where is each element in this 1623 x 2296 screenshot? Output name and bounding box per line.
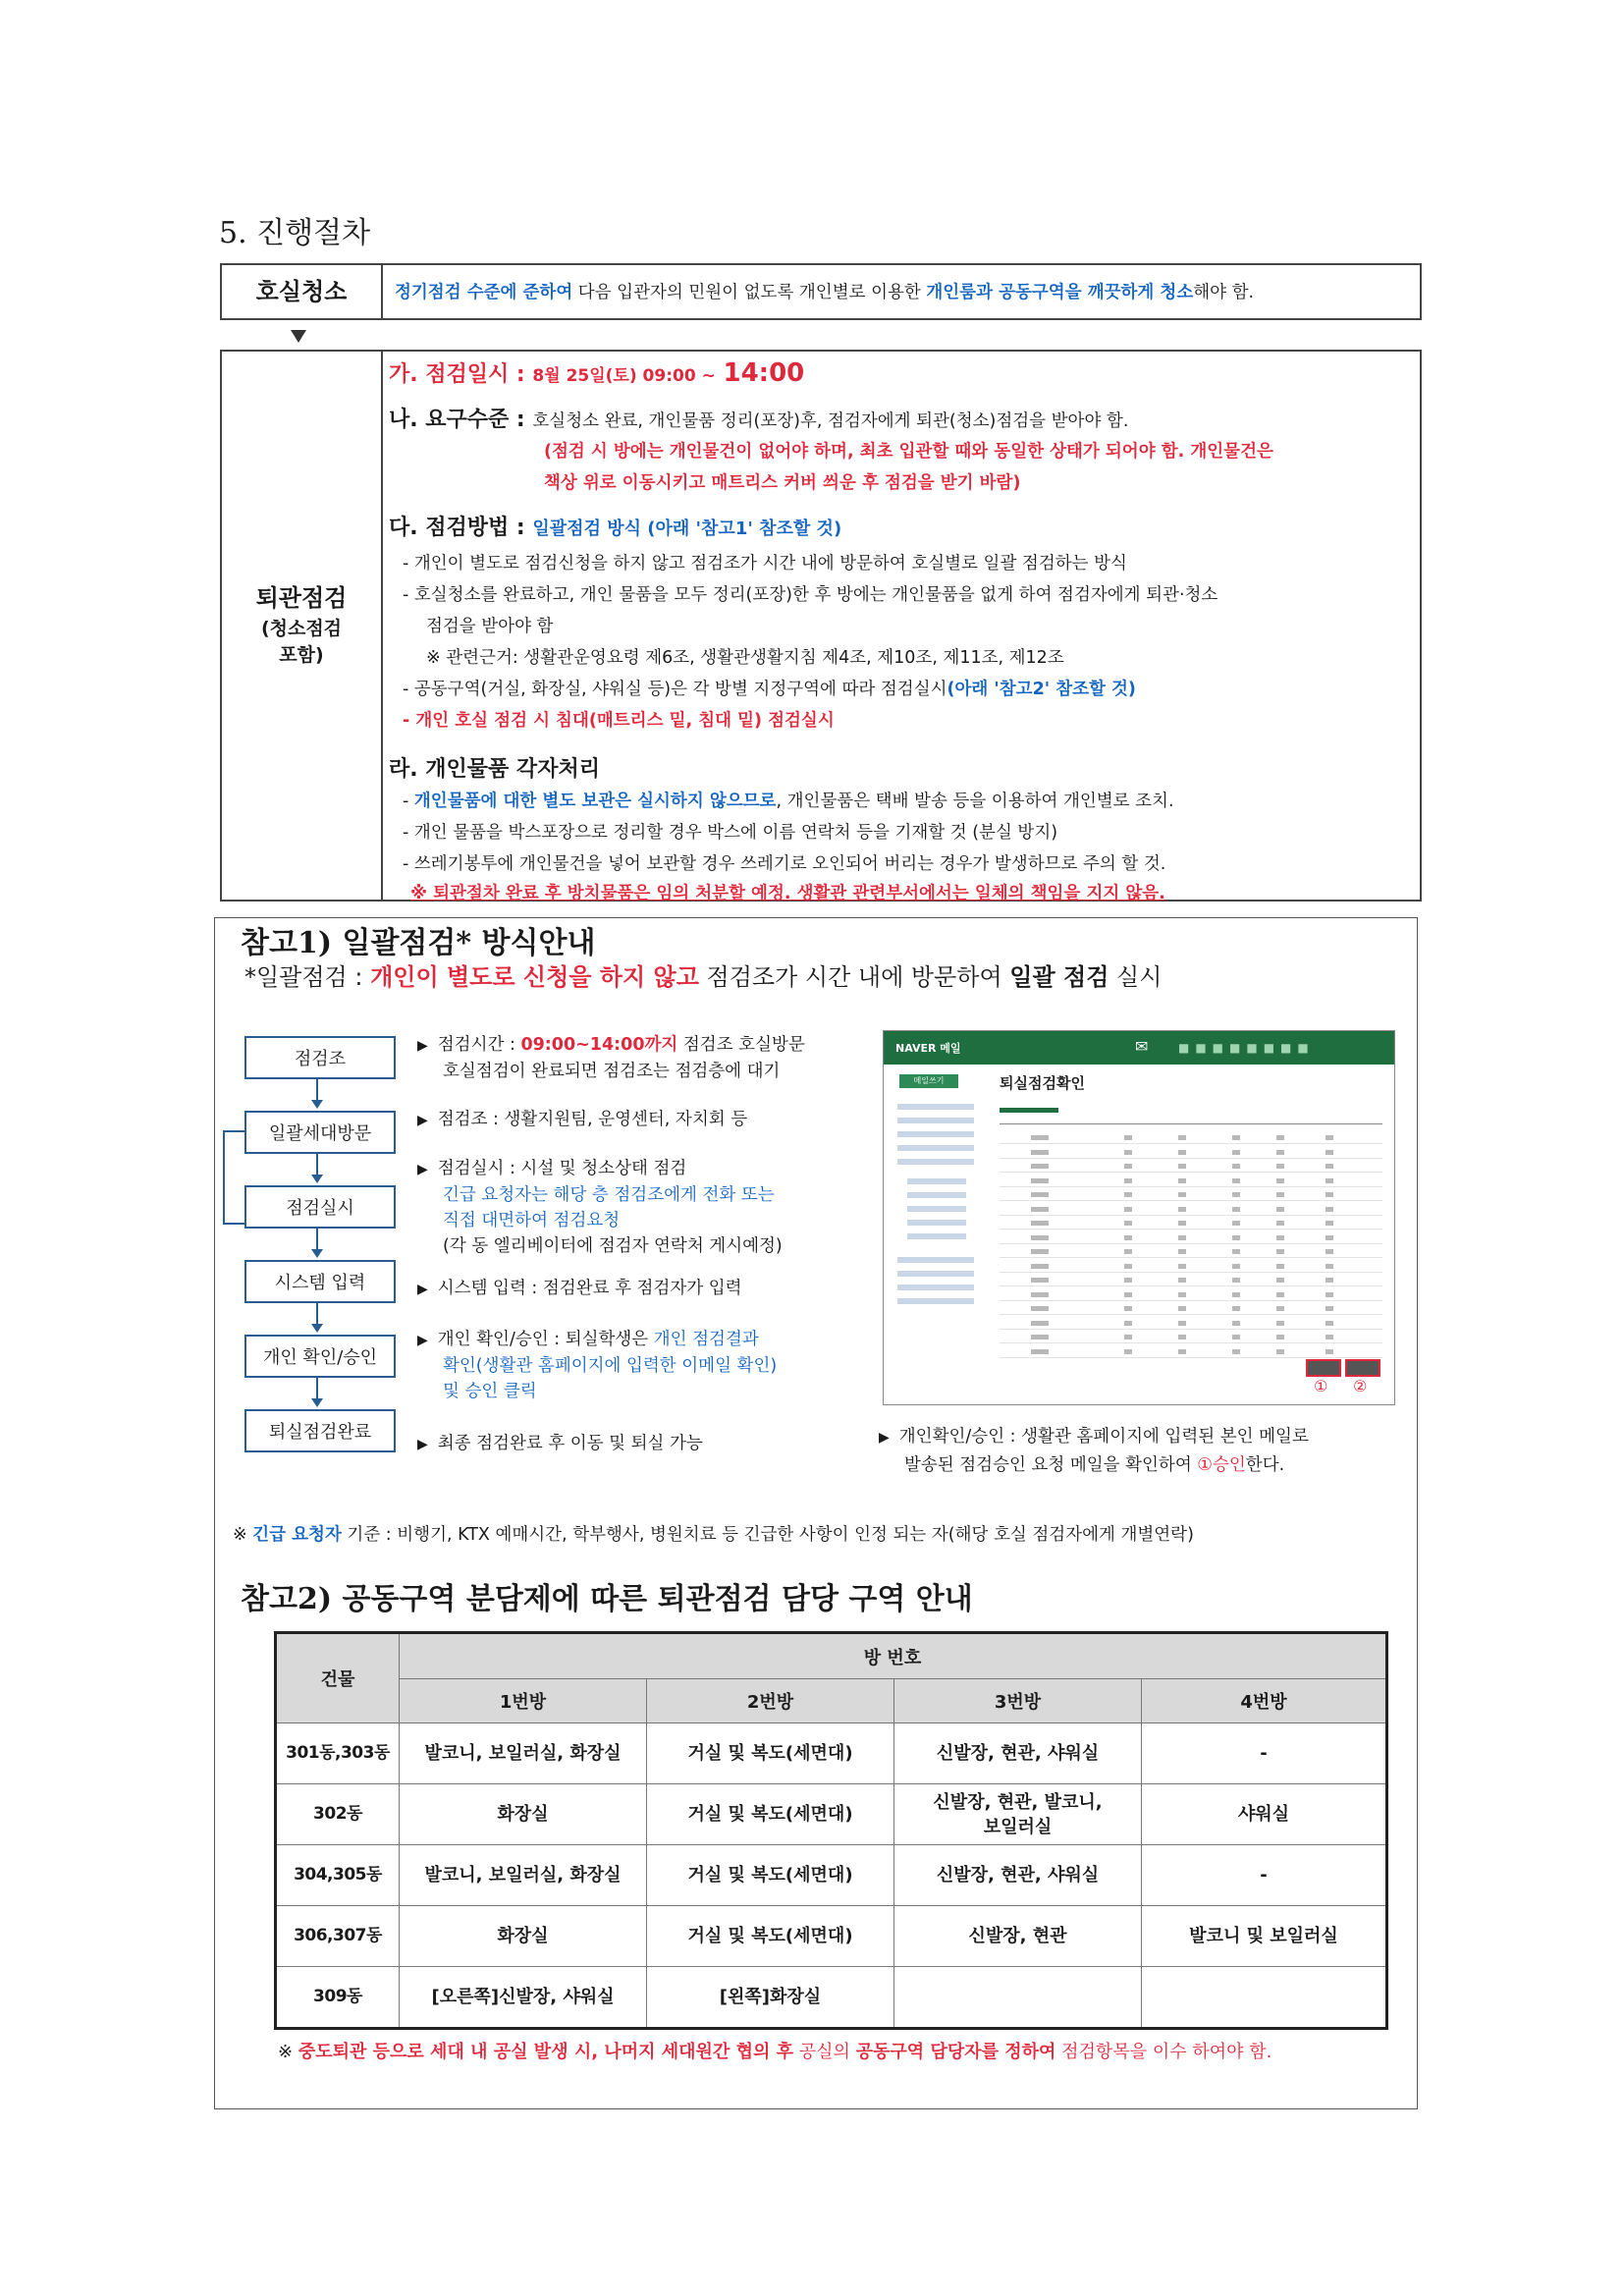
mail-table-cell [1232,1150,1240,1155]
table-row [276,1784,1387,1845]
note-c: 공실의 [793,2042,856,2062]
zone-cell-room-3: 신발장, 현관, 샤워실 [894,1845,1142,1906]
reject-button [1345,1359,1380,1377]
mail-folder [907,1233,966,1239]
mail-table-row-line [1000,1300,1382,1301]
da-line-5a: - 공동구역(거실, 화장실, 샤워실 등)은 각 방별 지정구역에 따라 점검실시 [403,680,947,699]
mail-table-row-line [1000,1215,1382,1216]
table-header-row [276,1633,1387,1679]
na-head: 나. 요구수준 : [389,408,525,432]
mail-table-cell [1276,1221,1284,1226]
ra-line-3: - 쓰레기봉투에 개인물건을 넣어 보관할 경우 쓰레기로 오인되어 버리는 경우가 발생하므로 주의 할 것. [403,854,1166,874]
mail-table-cell [1276,1192,1284,1197]
ra-line-1a: - [403,792,414,811]
reference-panel [214,917,1418,2109]
flow-step-6: 퇴실점검완료 [244,1409,396,1452]
mail-table-cell [1276,1178,1284,1183]
mail-table-cell [1276,1278,1284,1283]
flow-arrow-2 [316,1152,318,1181]
zone-cell-room-2: 거실 및 복도(세면대) [647,1784,894,1845]
mail-table-cell [1178,1207,1186,1212]
mail-header-bar [884,1031,1394,1065]
da-line-5b: (아래 '참고2' 참조할 것) [947,680,1136,699]
mail-icon: ✉ [1135,1037,1149,1056]
zone-cell-room-2: 거실 및 복도(세면대) [647,1723,894,1784]
mail-table-cell [1178,1349,1186,1354]
header-room-3: 3번방 [894,1679,1142,1723]
da-head: 다. 점검방법 : [389,516,525,540]
building-cell: 301동,303동 [276,1723,400,1784]
zone-cell-room-1: 화장실 [400,1784,647,1845]
mail-folder [897,1285,974,1290]
desc-3c: 직접 대면하여 점검요청 [443,1211,621,1230]
zone-cell-room-4 [1142,1967,1387,2029]
urgent-c: 기준 : 비행기, KTX 예매시간, 학부행사, 병원치료 등 긴급한 사항이 인정 되는 자(해당 호실 점검자에게 개별연락) [341,1525,1194,1545]
triangle-icon: ▶ [417,1162,428,1177]
final-note [278,2040,1397,2065]
mail-table-cell [1232,1249,1240,1254]
flow-loop-top [223,1130,244,1132]
mail-table-cell [1124,1207,1132,1212]
ref1-subtitle [244,957,1162,992]
triangle-icon: ▶ [417,1113,428,1128]
mail-table-cell [1325,1278,1333,1283]
mail-table-cell [1325,1335,1333,1339]
caption-2a: 발송된 점검승인 요청 메일을 확인하여 [904,1455,1198,1475]
mail-table-cell [1124,1164,1132,1169]
mail-table-cell [1276,1164,1284,1169]
desc-6: 최종 점검완료 후 이동 및 퇴실 가능 [437,1434,703,1453]
mail-table-cell [1325,1192,1333,1197]
flow-step-1: 점검조 [244,1036,396,1079]
ref1-title: 참고1) 일괄점검* 방식안내 [241,926,596,960]
desc-2: 점검조 : 생활지원팀, 운영센터, 자치회 등 [437,1110,748,1129]
mail-table-cell [1325,1292,1333,1297]
desc-1a: 점검시간 : [437,1035,521,1055]
mail-table-row-line [1000,1186,1382,1187]
flow-desc-6 [417,1431,703,1457]
mail-table-cell [1232,1306,1240,1311]
mail-table-row-line [1000,1158,1382,1159]
mail-table-cell [1031,1207,1049,1212]
mail-table-row-line [1000,1357,1382,1358]
mail-folder [897,1271,974,1277]
mail-table-row-line [1000,1329,1382,1330]
mail-table-row-line [1000,1272,1382,1273]
flow-arrow-5 [316,1376,318,1405]
ga-time: 14:00 [723,358,805,388]
mail-table-cell [1031,1349,1049,1354]
ga-head: 가. 점검일시 : [389,362,525,387]
na-text: 호실청소 완료, 개인물품 정리(포장)후, 점검자에게 퇴관(청소)점검을 받아야 함. [532,411,1129,431]
mail-folder [907,1178,966,1184]
ref1-sub-b: 개인이 별도로 신청을 하지 않고 [370,963,699,991]
mail-table-cell [1124,1349,1132,1354]
mail-table-cell [1325,1178,1333,1183]
zone-cell-room-1: 발코니, 보일러실, 화장실 [400,1845,647,1906]
triangle-icon: ▶ [417,1038,428,1054]
mail-table-cell [1031,1135,1049,1140]
mail-table-cell [1325,1349,1333,1354]
checkout-box [220,350,1422,902]
flow-desc-1 [417,1032,805,1084]
mail-table-cell [1178,1150,1186,1155]
section-title: 5. 진행절차 [219,216,371,250]
cleaning-label: 호실청소 [222,265,383,318]
zone-cell-room-1: 화장실 [400,1906,647,1967]
mail-table-cell [1325,1306,1333,1311]
circle-1-marker: ① [1314,1377,1328,1395]
ra-line-1b: 개인물품에 대한 별도 보관은 실시하지 않으므로 [413,792,777,811]
mail-table-cell [1124,1292,1132,1297]
table-row [276,1845,1387,1906]
mail-folder [897,1104,974,1110]
triangle-icon: ▶ [417,1437,428,1452]
zone-table [274,1631,1388,2030]
zone-cell-room-1: 발코니, 보일러실, 화장실 [400,1723,647,1784]
screenshot-caption [879,1423,1309,1479]
caption-2b: ①승인 [1197,1455,1246,1475]
mail-table-cell [1124,1178,1132,1183]
mail-table-cell [1031,1221,1049,1226]
da-line-3: 점검을 받아야 함 [426,617,554,636]
building-cell: 304,305동 [276,1845,400,1906]
desc-1b: 09:00~14:00까지 [520,1035,678,1055]
checkout-label-1: 퇴관점검 [255,584,348,613]
flow-arrow-4 [316,1301,318,1331]
da-line-6: - 개인 호실 점검 시 침대(매트리스 밑, 침대 밑) 점검실시 [403,711,835,731]
da-line-4: ※ 관련근거: 생활관운영요령 제6조, 생활관생활지침 제4조, 제10조, 제11조, 제12조 [426,648,1064,668]
mail-table-cell [1325,1135,1333,1140]
mail-table-cell [1178,1178,1186,1183]
mail-table-cell [1232,1164,1240,1169]
mail-table-cell [1232,1321,1240,1326]
table-row [276,1967,1387,2029]
checkout-label [222,352,383,900]
header-room-2: 2번방 [647,1679,894,1723]
mail-table-cell [1124,1192,1132,1197]
checkout-label-3: 포함) [279,644,324,667]
mail-table-cell [1232,1207,1240,1212]
mail-table-cell [1124,1278,1132,1283]
caption-2c: 한다. [1245,1455,1285,1475]
mail-table-cell [1325,1264,1333,1269]
mail-table-cell [1276,1264,1284,1269]
mail-table-row-line [1000,1143,1382,1144]
desc-4: 시스템 입력 : 점검완료 후 점검자가 입력 [437,1279,742,1298]
header-room-number: 방 번호 [400,1633,1387,1679]
mail-table-cell [1325,1164,1333,1169]
flow-arrow-3 [316,1227,318,1256]
mail-table-cell [1232,1278,1240,1283]
cleaning-text-4: 해야 함. [1193,283,1255,302]
zone-cell-room-4: - [1142,1723,1387,1784]
table-row [276,1723,1387,1784]
mail-folder [907,1206,966,1212]
mail-table-row-line [1000,1243,1382,1244]
na-red-2: 책상 위로 이동시키고 매트리스 커버 씌운 후 점검을 받기 바람) [544,473,1021,493]
mail-table-cell [1124,1135,1132,1140]
mail-table-cell [1232,1221,1240,1226]
mail-table-caption [1000,1108,1058,1113]
table-body [276,1723,1387,2029]
mail-table-cell [1178,1321,1186,1326]
note-e: 점검항목을 이수 하여야 함. [1055,2042,1272,2062]
mail-table-cell [1276,1235,1284,1240]
approve-button [1306,1359,1341,1377]
desc-5a: 개인 확인/승인 : 퇴실학생은 [437,1330,654,1349]
header-room-1: 1번방 [400,1679,647,1723]
cleaning-text [395,279,1412,303]
flow-loop-side [223,1130,225,1225]
mail-table-cell [1178,1192,1186,1197]
mail-table-cell [1124,1306,1132,1311]
mail-table-cell [1232,1264,1240,1269]
ga-date: 8월 25일(토) 09:00 ~ [532,366,716,386]
building-cell: 309동 [276,1967,400,2029]
mail-folder [907,1192,966,1198]
flow-step-3: 점검실시 [244,1185,396,1229]
mail-table-cell [1124,1221,1132,1226]
checkout-label-2: (청소점검 [260,617,343,639]
mail-table-cell [1124,1235,1132,1240]
note-d: 공동구역 담당자를 정하여 [855,2042,1056,2062]
mail-table-head-line [1000,1123,1382,1124]
mail-table-cell [1031,1192,1049,1197]
mail-table-cell [1276,1135,1284,1140]
ra-line-1 [403,788,1174,812]
desc-5b: 개인 점검결과 [653,1330,759,1349]
flow-arrow-1 [316,1077,318,1107]
ra-head: 라. 개인물품 각자처리 [389,757,600,782]
desc-3a: 점검실시 : 시설 및 청소상태 점검 [437,1159,687,1178]
note-a: ※ [278,2042,298,2062]
zone-cell-room-3 [894,1967,1142,2029]
mail-folder [907,1220,966,1226]
mail-table-row-line [1000,1257,1382,1258]
mail-table-cell [1232,1292,1240,1297]
mail-table-cell [1124,1249,1132,1254]
zone-cell-room-3: 신발장, 현관 [894,1906,1142,1967]
zone-cell-room-2: 거실 및 복도(세면대) [647,1845,894,1906]
cleaning-text-3: 개인룸과 공동구역을 깨끗하게 청소 [926,283,1194,302]
flow-step-4: 시스템 입력 [244,1260,396,1303]
mail-folder [897,1298,974,1304]
mail-table-cell [1031,1306,1049,1311]
mail-table-cell [1276,1321,1284,1326]
mail-table-cell [1031,1249,1049,1254]
flow-desc-2 [417,1107,747,1133]
desc-1c: 점검조 호실방문 [677,1035,805,1055]
desc-3d: (각 동 엘리베이터에 점검자 연락처 게시예정) [443,1236,783,1256]
mail-table-cell [1276,1335,1284,1339]
mail-table-row-line [1000,1342,1382,1343]
mail-table-cell [1178,1264,1186,1269]
ra-line-2: - 개인 물품을 박스포장으로 정리할 경우 박스에 이름 연락처 등을 기재할 것 (분실 방지) [403,823,1058,843]
mail-table-cell [1178,1221,1186,1226]
mail-table-row-line [1000,1200,1382,1201]
zone-cell-room-4: 샤워실 [1142,1784,1387,1845]
ref1-sub-a: *일괄점검 : [244,963,371,991]
flow-desc-4 [417,1276,742,1302]
desc-5c: 확인(생활관 홈페이지에 입력한 이메일 확인) [443,1356,778,1376]
mail-table-cell [1178,1249,1186,1254]
mail-compose-button: 메일쓰기 [899,1074,958,1088]
mail-table-row-line [1000,1314,1382,1315]
ref2-title: 참고2) 공동구역 분담제에 따른 퇴관점검 담당 구역 안내 [241,1582,973,1616]
ga-line [389,357,804,388]
mail-table-row-line [1000,1172,1382,1173]
mail-screenshot [883,1030,1395,1405]
mail-table-cell [1325,1150,1333,1155]
da-blue: 일괄점검 방식 (아래 '참고1' 참조할 것) [532,519,842,539]
ra-line-1c: , 개인물품은 택배 발송 등을 이용하여 개인별로 조치. [776,792,1174,811]
urgent-note [233,1521,1194,1546]
mail-table-cell [1325,1321,1333,1326]
mail-table-cell [1325,1235,1333,1240]
triangle-icon: ▶ [417,1282,428,1297]
arrow-down-icon [291,330,306,343]
mail-table-cell [1031,1178,1049,1183]
zone-cell-room-1: [오른쪽]신발장, 샤워실 [400,1967,647,2029]
mail-table-cell [1178,1306,1186,1311]
mail-folder [897,1131,974,1137]
mail-table-cell [1276,1150,1284,1155]
mail-table-cell [1124,1264,1132,1269]
note-b: 중도퇴관 등으로 세대 내 공실 발생 시, 나머지 세대원간 협의 후 [298,2042,794,2062]
mail-table-cell [1031,1335,1049,1339]
mail-table-cell [1124,1335,1132,1339]
mail-folder [897,1145,974,1151]
mail-folder [897,1159,974,1165]
mail-table-cell [1031,1264,1049,1269]
mail-table-cell [1178,1164,1186,1169]
mail-table-cell [1178,1135,1186,1140]
header-room-4: 4번방 [1142,1679,1387,1723]
mail-logo: NAVER 메일 [895,1042,961,1055]
mail-table-cell [1124,1150,1132,1155]
mail-table-cell [1276,1306,1284,1311]
mail-table-cell [1178,1335,1186,1339]
flow-step-5: 개인 확인/승인 [244,1335,396,1378]
da-line-2: - 호실청소를 완료하고, 개인 물품을 모두 정리(포장)한 후 방에는 개인물품을 없게 하여 점검자에게 퇴관·청소 [403,585,1218,605]
mail-subject: 퇴실점검확인 [1000,1074,1085,1092]
circle-2-marker: ② [1353,1377,1368,1395]
building-cell: 306,307동 [276,1906,400,1967]
flow-desc-3 [417,1156,783,1259]
mail-table-cell [1031,1292,1049,1297]
urgent-b: 긴급 요청자 [252,1525,342,1545]
mail-table-cell [1124,1321,1132,1326]
mail-table-cell [1276,1207,1284,1212]
cleaning-text-2: 다음 입관자의 민원이 없도록 개인별로 이용한 [572,283,927,302]
zone-cell-room-3: 신발장, 현관, 발코니, 보일러실 [894,1784,1142,1845]
da-line [389,511,841,541]
ref1-sub-c: 점검조가 시간 내에 방문하여 [698,963,1010,991]
mail-header-decoration: ■■■■■■■■ [1178,1041,1315,1055]
zone-cell-room-2: [왼쪽]화장실 [647,1967,894,2029]
da-line-5 [403,676,1136,700]
header-building: 건물 [276,1633,400,1723]
building-cell: 302동 [276,1784,400,1845]
desc-1d: 호실점검이 완료되면 점검조는 점검층에 대기 [443,1062,781,1081]
table-subheader-row [276,1679,1387,1723]
table-row [276,1906,1387,1967]
mail-folder [897,1118,974,1123]
flow-step-2: 일괄세대방문 [244,1111,396,1154]
zone-cell-room-4: 발코니 및 보일러실 [1142,1906,1387,1967]
mail-table-cell [1232,1192,1240,1197]
mail-table-cell [1232,1349,1240,1354]
mail-table-cell [1178,1292,1186,1297]
mail-table-cell [1276,1249,1284,1254]
mail-table-cell [1178,1278,1186,1283]
mail-table-cell [1325,1221,1333,1226]
mail-table-cell [1031,1235,1049,1240]
caption-1: 개인확인/승인 : 생활관 홈페이지에 입력된 본인 메일로 [898,1427,1309,1447]
mail-table-cell [1325,1249,1333,1254]
triangle-icon: ▶ [879,1430,890,1446]
mail-folder [897,1257,974,1263]
da-line-1: - 개인이 별도로 점검신청을 하지 않고 점검조가 시간 내에 방문하여 호실별로 일괄 점검하는 방식 [403,554,1127,574]
desc-3b: 긴급 요청자는 해당 층 점검조에게 전화 또는 [443,1185,775,1205]
triangle-icon: ▶ [417,1333,428,1348]
mail-table-cell [1232,1178,1240,1183]
zone-cell-room-2: 거실 및 복도(세면대) [647,1906,894,1967]
cleaning-box [220,263,1422,320]
ra-warning: ※ 퇴관절차 완료 후 방치물품은 임의 처분할 예정. 생활관 관련부서에서는 일체의 책임을 지지 않음. [410,884,1165,903]
mail-table-cell [1232,1135,1240,1140]
na-red-1: (점검 시 방에는 개인물건이 없어야 하며, 최초 입관할 때와 동일한 상태가 되어야 함. 개인물건은 [544,442,1273,462]
mail-table-cell [1232,1335,1240,1339]
mail-table-cell [1031,1150,1049,1155]
na-line [389,403,1128,433]
mail-table-row-line [1000,1229,1382,1230]
mail-table-cell [1031,1164,1049,1169]
flow-loop-bottom [223,1223,244,1225]
zone-cell-room-3: 신발장, 현관, 샤워실 [894,1723,1142,1784]
urgent-a: ※ [233,1525,253,1545]
mail-table-row-line [1000,1285,1382,1286]
flow-desc-5 [417,1327,777,1404]
zone-cell-room-4: - [1142,1845,1387,1906]
cleaning-text-1: 정기점검 수준에 준하여 [395,283,573,302]
ref1-sub-e: 실시 [1109,963,1163,991]
desc-5d: 및 승인 클릭 [443,1382,537,1401]
mail-table-cell [1031,1278,1049,1283]
mail-table-cell [1232,1235,1240,1240]
mail-table-cell [1325,1207,1333,1212]
mail-table-cell [1178,1235,1186,1240]
mail-table-cell [1276,1349,1284,1354]
mail-table-cell [1276,1292,1284,1297]
mail-table-cell [1031,1321,1049,1326]
ref1-sub-d: 일괄 점검 [1009,963,1109,991]
